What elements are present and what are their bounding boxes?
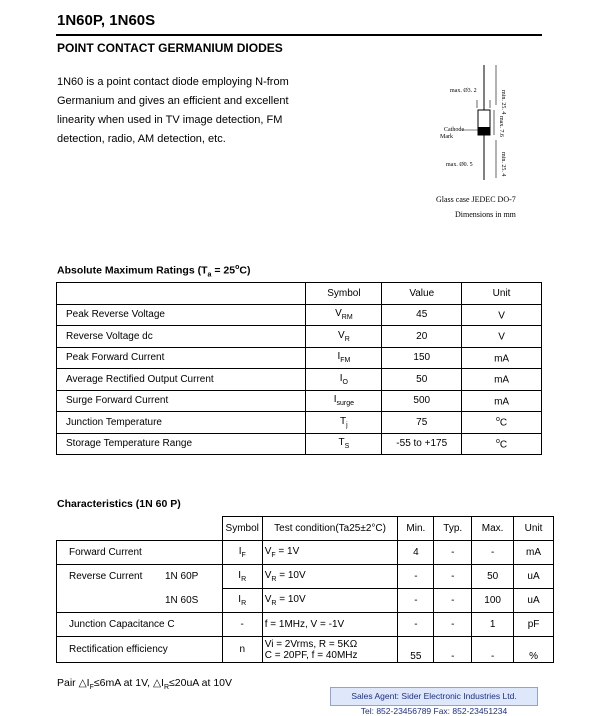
title-rule bbox=[56, 34, 542, 36]
row-min: 55 bbox=[398, 637, 434, 663]
row-symbol: $I_F$ bbox=[222, 541, 262, 565]
table-row bbox=[57, 347, 542, 369]
row-symbol: n bbox=[222, 637, 262, 663]
row-min: - bbox=[398, 589, 434, 613]
row-label: Storage Temperature Range bbox=[57, 433, 306, 455]
row-typ: - bbox=[434, 565, 472, 589]
row-label: Surge Forward Current bbox=[57, 390, 306, 412]
row-label: Peak Reverse Voltage bbox=[57, 304, 306, 326]
table-row bbox=[57, 304, 542, 326]
table-row-reverse-current-p bbox=[57, 565, 554, 589]
cathode-mark-label: Mark bbox=[440, 134, 453, 140]
row-unit: mA bbox=[462, 369, 542, 391]
header-typ: Typ. bbox=[434, 517, 472, 541]
pair-note: Pair $\triangle I_F\le 6mA$ at 1V, $\triangle I_R\le 20uA$ at 10V bbox=[57, 677, 232, 692]
row-value: 150 bbox=[382, 347, 462, 369]
row-value: 75 bbox=[382, 412, 462, 434]
row-condition: f = 1MHz, V = -1V bbox=[262, 613, 398, 637]
row-value: 500 bbox=[382, 390, 462, 412]
table-row-reverse-current-s bbox=[57, 589, 554, 613]
row-symbol: $I_{surge}$ bbox=[306, 390, 382, 412]
row-label: Junction Temperature bbox=[57, 412, 306, 434]
header-param-blank bbox=[57, 517, 223, 541]
table-header-row bbox=[57, 283, 542, 305]
row-label: Junction Capacitance C bbox=[57, 613, 223, 637]
page-subtitle: POINT CONTACT GERMANIUM DIODES bbox=[57, 41, 283, 55]
diagram-units: Dimensions in mm bbox=[455, 210, 516, 219]
row-symbol: - bbox=[222, 613, 262, 637]
row-max: - bbox=[472, 541, 514, 565]
absolute-ratings-table bbox=[56, 282, 542, 455]
row-symbol: $T_S$ bbox=[306, 433, 382, 455]
row-symbol: $I_R$ bbox=[222, 565, 262, 589]
row-max: 100 bbox=[472, 589, 514, 613]
cathode-label: Cathode bbox=[444, 127, 464, 133]
row-value: 20 bbox=[382, 326, 462, 348]
header-min: Min. bbox=[398, 517, 434, 541]
diameter-label: max. Ø3. 2 bbox=[450, 88, 477, 94]
description-paragraph: 1N60 is a point contact diode employing N-from Germanium and gives an efficient and excellent linearity when used in TV image detection, FM detection, radio, AM detection, etc. bbox=[57, 76, 289, 145]
row-symbol: $I_{FM}$ bbox=[306, 347, 382, 369]
row-typ: - bbox=[434, 637, 472, 663]
cathode-band bbox=[478, 127, 490, 135]
table-row bbox=[57, 390, 542, 412]
header-value: Value bbox=[382, 283, 462, 305]
header-condition: Test condition(Ta25±2°C) bbox=[262, 517, 398, 541]
row-min: - bbox=[398, 565, 434, 589]
row-min: - bbox=[398, 613, 434, 637]
row-value: 50 bbox=[382, 369, 462, 391]
row-unit: $^o$C bbox=[462, 412, 542, 434]
sales-agent-text: Sales Agent: Sider Electronic Industries Ltd. bbox=[351, 691, 517, 701]
row-unit: uA bbox=[514, 565, 554, 589]
row-condition: $V_F = 1V$ bbox=[262, 541, 398, 565]
row-label: Reverse Current 1N 60P bbox=[57, 565, 223, 589]
table-row-forward-current bbox=[57, 541, 554, 565]
table-row-junction-capacitance bbox=[57, 613, 554, 637]
row-typ: - bbox=[434, 589, 472, 613]
row-value: -55 to +175 bbox=[382, 433, 462, 455]
diagram-caption: Glass case JEDEC DO-7 bbox=[436, 195, 516, 204]
row-label: Peak Forward Current bbox=[57, 347, 306, 369]
row-min: 4 bbox=[398, 541, 434, 565]
row-label: Average Rectified Output Current bbox=[57, 369, 306, 391]
row-symbol: $V_{RM}$ bbox=[306, 304, 382, 326]
table-row-rectification bbox=[57, 637, 554, 663]
row-max: - bbox=[472, 637, 514, 663]
lead-bottom-label: min. 25. 4 bbox=[500, 152, 506, 177]
table-row bbox=[57, 326, 542, 348]
row-unit: uA bbox=[514, 589, 554, 613]
body-length-label: max. 7.6 bbox=[498, 116, 504, 137]
row-unit: pF bbox=[514, 613, 554, 637]
characteristics-heading: Characteristics (1N 60 P) bbox=[57, 498, 181, 510]
row-label: 1N 60S bbox=[57, 589, 223, 613]
lead-diameter-label: max. Ø0. 5 bbox=[446, 162, 473, 168]
header-unit: Unit bbox=[514, 517, 554, 541]
row-unit: V bbox=[462, 304, 542, 326]
row-unit: $^o$C bbox=[462, 433, 542, 455]
row-max: 1 bbox=[472, 613, 514, 637]
row-typ: - bbox=[434, 613, 472, 637]
row-label: Rectification efficiency bbox=[57, 637, 223, 663]
header-symbol: Symbol bbox=[306, 283, 382, 305]
table-row bbox=[57, 433, 542, 455]
table-row bbox=[57, 369, 542, 391]
row-symbol: $I_R$ bbox=[222, 589, 262, 613]
row-condition: $V_R = 10V$ bbox=[262, 589, 398, 613]
page-title: 1N60P, 1N60S bbox=[57, 12, 156, 29]
row-symbol: $V_R$ bbox=[306, 326, 382, 348]
row-condition: Vi = 2Vrms, R = 5KΩ C = 20PF, f = 40MHz bbox=[262, 637, 398, 663]
row-symbol: $I_O$ bbox=[306, 369, 382, 391]
lead-top-label: min. 25. 4 bbox=[500, 90, 506, 115]
sales-contact-text: Tel: 852-23456789 Fax: 852-23451234 bbox=[360, 706, 508, 716]
header-unit: Unit bbox=[462, 283, 542, 305]
row-unit: % bbox=[514, 637, 554, 663]
row-unit: mA bbox=[462, 390, 542, 412]
row-condition: $V_R = 10V$ bbox=[262, 565, 398, 589]
row-max: 50 bbox=[472, 565, 514, 589]
absolute-ratings-heading: Absolute Maximum Ratings $(T_a = 25^oC)$ bbox=[57, 264, 251, 279]
row-value: 45 bbox=[382, 304, 462, 326]
table-header-row bbox=[57, 517, 554, 541]
row-symbol: $T_j$ bbox=[306, 412, 382, 434]
row-label: Reverse Voltage dc bbox=[57, 326, 306, 348]
sales-agent-box bbox=[330, 687, 538, 716]
header-param bbox=[57, 283, 306, 305]
row-typ: - bbox=[434, 541, 472, 565]
characteristics-table bbox=[56, 516, 554, 663]
header-max: Max. bbox=[472, 517, 514, 541]
table-row bbox=[57, 412, 542, 434]
row-unit: mA bbox=[514, 541, 554, 565]
header-symbol: Symbol bbox=[222, 517, 262, 541]
row-label: Forward Current bbox=[57, 541, 223, 565]
row-unit: mA bbox=[462, 347, 542, 369]
row-unit: V bbox=[462, 326, 542, 348]
